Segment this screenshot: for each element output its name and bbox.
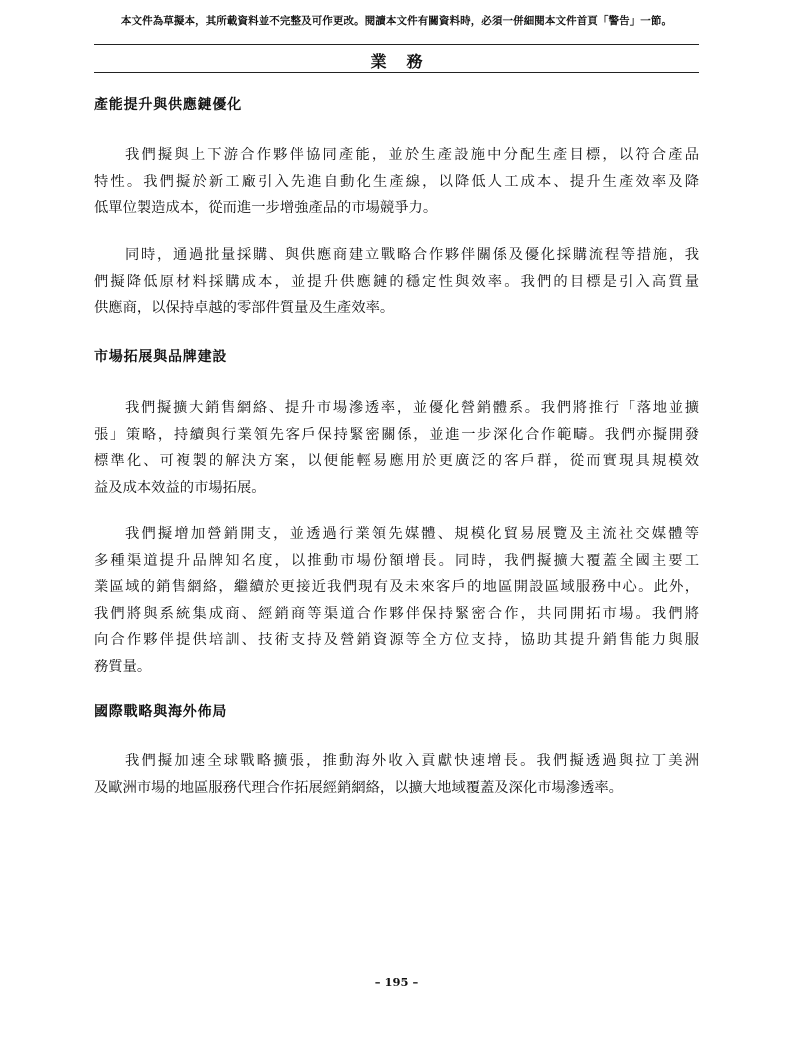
section-title: 業務: [370, 52, 443, 71]
paragraph-line: 我們擬加速全球戰略擴張，推動海外收入貢獻快速增長。我們擬透過與拉丁美洲: [125, 753, 699, 769]
paragraph-line: 我們擬與上下游合作夥伴協同產能，並於生產設施中分配生產目標，以符合產品: [125, 147, 699, 163]
section-heading-capacity: 產能提升與供應鏈優化: [94, 97, 242, 113]
section-heading-market: 市場拓展與品牌建設: [94, 349, 228, 365]
header-rule-top: [94, 44, 699, 45]
paragraph-line: 我們擬擴大銷售網絡、提升市場滲透率，並優化營銷體系。我們將推行「落地並擴: [125, 400, 699, 416]
paragraph-line: 們擬降低原材料採購成本，並提升供應鏈的穩定性與效率。我們的目標是引入高質量: [94, 273, 699, 290]
draft-disclaimer: 本文件為草擬本，其所載資料並不完整及可作更改。閱讀本文件有關資料時，必須一併細閱本文件首頁「警告」一節。: [120, 15, 673, 27]
page-number: – 195 –: [374, 975, 419, 989]
paragraph-line: 向合作夥伴提供培訓、技術支持及營銷資源等全方位支持，協助其提升銷售能力與服: [94, 632, 699, 648]
paragraph: [94, 142, 699, 222]
paragraph-line: 同時，通過批量採購、與供應商建立戰略合作夥伴關係及優化採購流程等措施，我: [125, 247, 699, 263]
paragraph-line: 低單位製造成本，從而進一步增強產品的市場競爭力。: [94, 200, 438, 216]
paragraph: [94, 242, 699, 322]
header-rule-bottom: [94, 72, 699, 73]
paragraph: [94, 395, 699, 501]
paragraph-line: 特性。我們擬於新工廠引入先進自動化生產線，以降低人工成本、提升生產效率及降: [94, 173, 699, 190]
paragraph-line: 及歐洲市場的地區服務代理合作拓展經銷網絡，以擴大地域覆蓋及深化市場滲透率。: [94, 779, 623, 796]
section-heading-international: 國際戰略與海外佈局: [94, 704, 228, 720]
paragraph-line: 供應商，以保持卓越的零部件質量及生產效率。: [94, 300, 395, 316]
paragraph-line: 我們將與系統集成商、經銷商等渠道合作夥伴保持緊密合作，共同開拓市場。我們將: [94, 605, 699, 622]
paragraph-line: 張」策略，持續與行業領先客戶保持緊密關係，並進一步深化合作範疇。我們亦擬開發: [94, 426, 699, 443]
paragraph: [94, 521, 699, 680]
paragraph-line: 我們擬增加營銷開支，並透過行業領先媒體、規模化貿易展覽及主流社交媒體等: [125, 526, 699, 542]
paragraph-line: 務質量。: [94, 658, 152, 675]
paragraph-line: 多種渠道提升品牌知名度，以推動市場份額增長。同時，我們擬擴大覆蓋全國主要工: [94, 552, 699, 569]
paragraph-line: 業區域的銷售網絡，繼續於更接近我們現有及未來客戶的地區開設區域服務中心。此外，: [94, 579, 699, 595]
paragraph-line: 標準化、可複製的解決方案，以便能輕易應用於更廣泛的客戶群，從而實現具規模效: [94, 453, 699, 469]
paragraph-line: 益及成本效益的市場拓展。: [94, 479, 266, 496]
paragraph: [94, 748, 699, 801]
